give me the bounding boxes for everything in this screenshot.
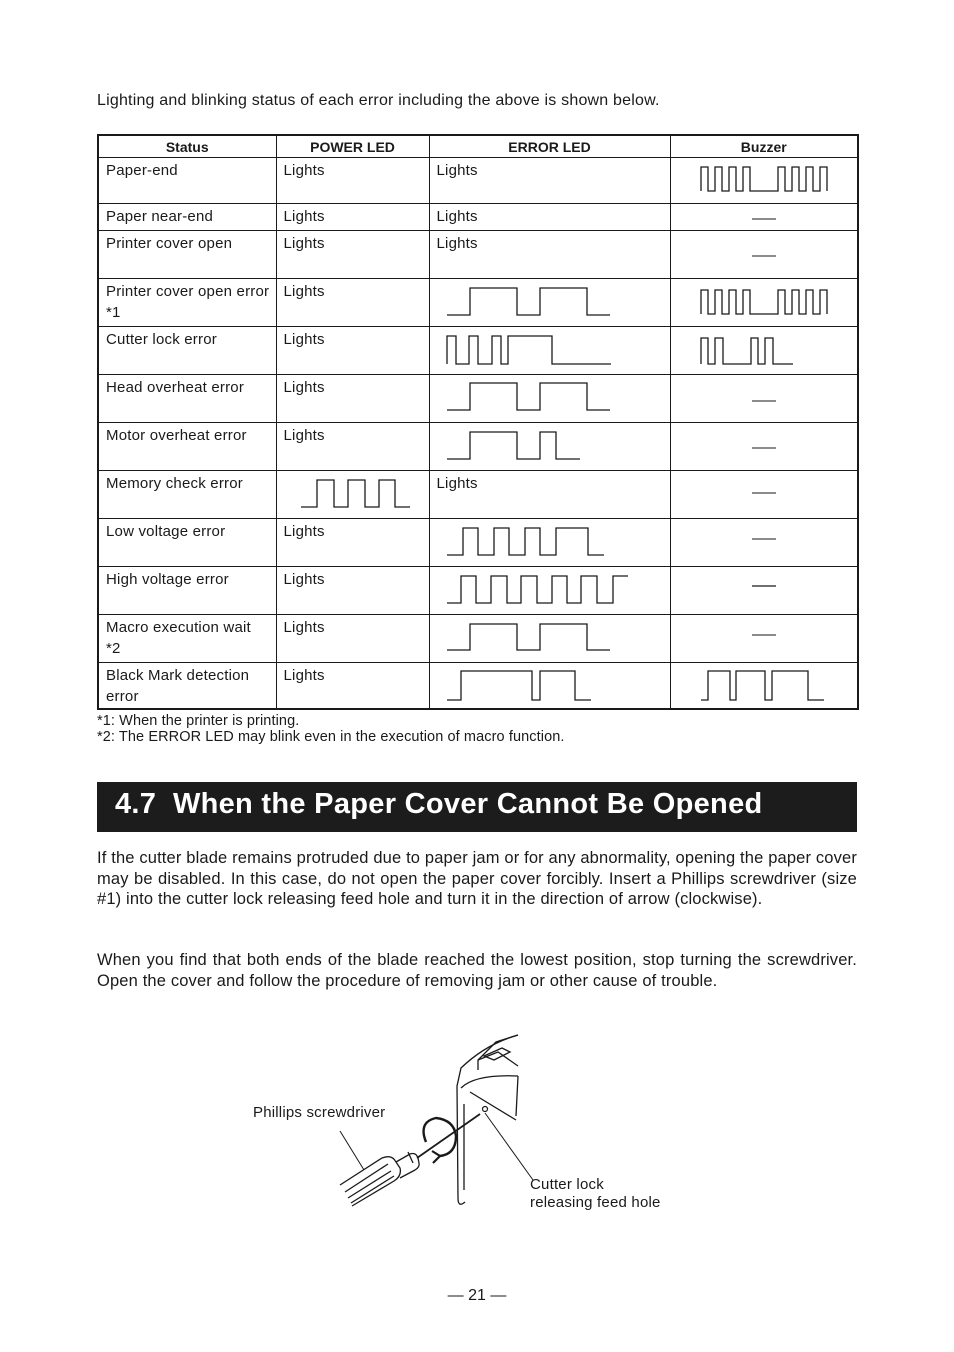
screwdriver-shaft [417, 1114, 480, 1158]
table-row [98, 231, 858, 279]
power-led-cell: Lights [276, 567, 429, 615]
buzzer-off-line [671, 204, 859, 230]
error-status-table [97, 134, 859, 710]
table-row [98, 471, 858, 519]
table-row [98, 158, 858, 204]
table-row [98, 663, 858, 710]
power-led-cell: Lights [276, 158, 429, 204]
buzzer-cell [670, 519, 858, 567]
table-row [98, 279, 858, 327]
error-led-blink-waveform [430, 567, 671, 614]
buzzer-pulse-waveform [671, 327, 859, 374]
power-led-cell: Lights [276, 231, 429, 279]
status-cell: Macro execution wait *2 [98, 615, 276, 663]
power-led-cell: Lights [276, 375, 429, 423]
error-led-blink-waveform [430, 519, 671, 566]
buzzer-cell [670, 231, 858, 279]
status-cell: Printer cover open error *1 [98, 279, 276, 327]
printer-body [457, 1035, 518, 1204]
label-line-1: Cutter lock [530, 1176, 604, 1193]
intro-text: Lighting and blinking status of each error including the above is shown below. [97, 92, 660, 109]
error-led-blink-waveform [430, 327, 671, 374]
table-row [98, 423, 858, 471]
feed-hole-marker [483, 1107, 488, 1112]
buzzer-cell [670, 327, 858, 375]
power-led-cell: Lights [276, 204, 429, 231]
error-led-blink-waveform [430, 615, 671, 662]
error-led-cell: Lights [429, 204, 670, 231]
screwdriver-leader-line [340, 1131, 364, 1170]
table-row [98, 567, 858, 615]
error-led-cell [429, 423, 670, 471]
buzzer-cell [670, 158, 858, 204]
buzzer-cell [670, 567, 858, 615]
error-led-cell [429, 375, 670, 423]
power-led-cell: Lights [276, 519, 429, 567]
table-footnotes [97, 713, 565, 745]
buzzer-cell [670, 471, 858, 519]
status-cell: Black Mark detection error [98, 663, 276, 710]
error-led-cell [429, 567, 670, 615]
clockwise-arrow-icon [424, 1118, 456, 1163]
power-led-cell: Lights [276, 327, 429, 375]
section-title [115, 788, 763, 821]
buzzer-off-line [671, 519, 859, 566]
section-title-text: When the Paper Cover Cannot Be Opened [172, 788, 763, 820]
footnote-2: *2: The ERROR LED may blink even in the execution of macro function. [97, 729, 565, 745]
status-cell: Low voltage error [98, 519, 276, 567]
power-led-cell: Lights [276, 423, 429, 471]
error-led-blink-waveform [430, 663, 671, 708]
page-number: — 21 — [447, 1287, 507, 1304]
section-number: 4.7 [115, 788, 157, 820]
screwdriver-handle [340, 1152, 419, 1206]
buzzer-cell [670, 375, 858, 423]
buzzer-off-line [671, 471, 859, 518]
buzzer-off-line [671, 567, 859, 614]
buzzer-pulse-waveform [671, 663, 859, 708]
status-cell: Cutter lock error [98, 327, 276, 375]
buzzer-pulse-waveform [671, 158, 859, 203]
body-paragraph-2: When you find that both ends of the blade reached the lowest position, stop turning the screwdriver. Open the cover and follow the procedure of removing jam or other cause of trouble. [97, 951, 857, 990]
buzzer-off-line [671, 423, 859, 470]
error-led-blink-waveform [430, 375, 671, 422]
error-led-blink-waveform [430, 423, 671, 470]
error-led-cell [429, 279, 670, 327]
status-cell: High voltage error [98, 567, 276, 615]
buzzer-cell [670, 423, 858, 471]
table-row [98, 375, 858, 423]
label-phillips-screwdriver: Phillips screwdriver [253, 1104, 386, 1121]
power-led-cell: Lights [276, 279, 429, 327]
status-cell: Memory check error [98, 471, 276, 519]
power-led-cell: Lights [276, 615, 429, 663]
buzzer-cell [670, 615, 858, 663]
power-led-cell: Lights [276, 663, 429, 710]
section-heading-bar [97, 782, 857, 832]
error-led-cell: Lights [429, 471, 670, 519]
header-error-led: ERROR LED [429, 135, 670, 158]
screwdriver-illustration [240, 1030, 710, 1230]
error-led-cell [429, 615, 670, 663]
feed-hole-leader-line [485, 1113, 533, 1180]
label-cutter-lock-hole [530, 1176, 661, 1212]
error-led-cell [429, 519, 670, 567]
label-line-2: releasing feed hole [530, 1194, 661, 1211]
buzzer-cell [670, 663, 858, 710]
status-cell: Paper-end [98, 158, 276, 204]
power-led-cell [276, 471, 429, 519]
table-row [98, 204, 858, 231]
error-led-cell: Lights [429, 158, 670, 204]
error-led-cell [429, 327, 670, 375]
status-cell: Motor overheat error [98, 423, 276, 471]
error-led-blink-waveform [430, 279, 671, 326]
status-cell: Paper near-end [98, 204, 276, 231]
header-status: Status [98, 135, 276, 158]
table-row [98, 519, 858, 567]
buzzer-cell [670, 279, 858, 327]
buzzer-cell [670, 204, 858, 231]
table-row [98, 615, 858, 663]
status-cell: Printer cover open [98, 231, 276, 279]
status-cell: Head overheat error [98, 375, 276, 423]
buzzer-off-line [671, 231, 859, 278]
table-header-row [98, 135, 858, 158]
table-row [98, 327, 858, 375]
buzzer-off-line [671, 615, 859, 662]
header-power-led: POWER LED [276, 135, 429, 158]
buzzer-pulse-waveform [671, 279, 859, 326]
body-paragraph-1: If the cutter blade remains protruded due to paper jam or for any abnormality, opening the paper cover may be disabled. In this case, do not open the paper cover forcibly. Insert a Phillips screwdriver (size #1) into the cutter lock releasing feed hole and turn it in the direction of arrow (clockwise). [97, 849, 857, 909]
error-led-cell [429, 663, 670, 710]
header-buzzer: Buzzer [670, 135, 858, 158]
error-led-cell: Lights [429, 231, 670, 279]
power-led-blink-waveform [277, 471, 430, 518]
footnote-1: *1: When the printer is printing. [97, 713, 300, 729]
buzzer-off-line [671, 375, 859, 422]
